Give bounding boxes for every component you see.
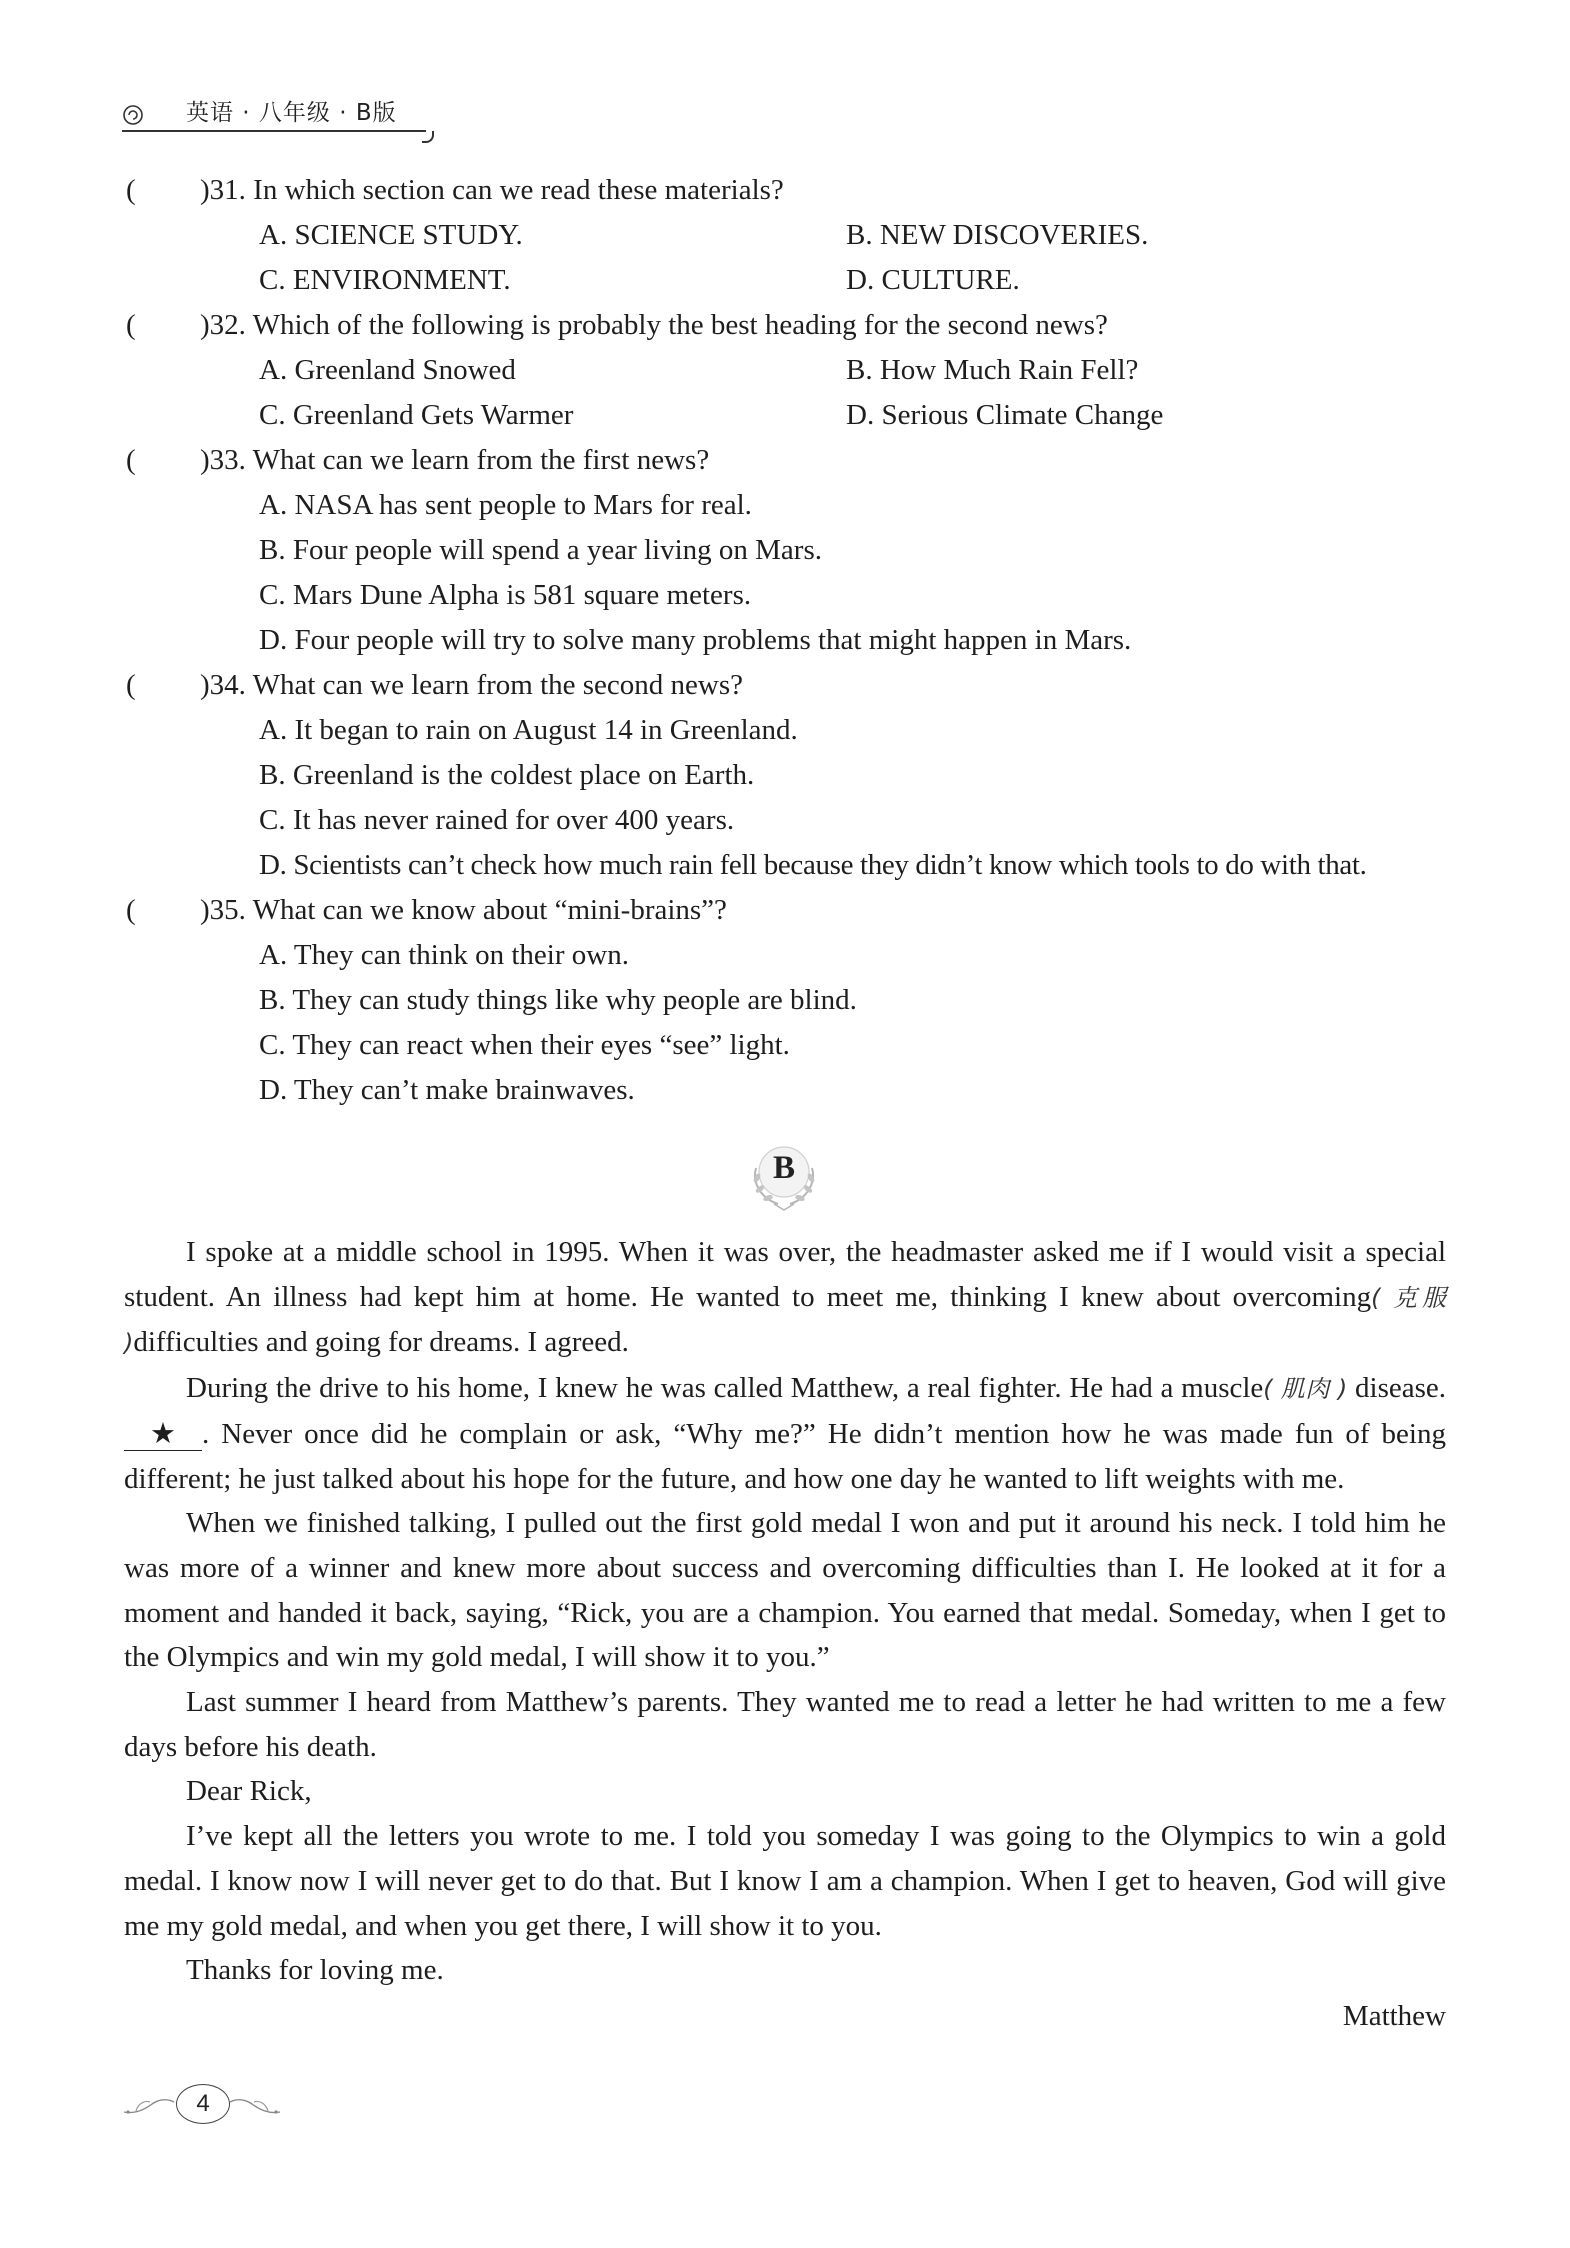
answer-bracket: ( <box>126 309 136 341</box>
option-b: B. How Much Rain Fell? <box>846 354 1139 386</box>
option-a: A. SCIENCE STUDY. <box>259 219 523 251</box>
question-stem: )31. In which section can we read these materials? <box>200 174 784 206</box>
page-header <box>122 94 432 134</box>
question-stem: )32. Which of the following is probably the best heading for the second news? <box>200 309 1108 341</box>
option-row <box>0 618 1570 663</box>
option-b: B. Four people will spend a year living on Mars. <box>259 534 822 566</box>
paragraph-text: . Never once did he complain or ask, “Why me?” He didn’t mention how he was made fun of being different; he just talked about his hope for the future, and how one day he wanted to lift weights with me. <box>124 1417 1446 1495</box>
reading-passage <box>124 1230 1446 2039</box>
question-stem: )34. What can we learn from the second news? <box>200 669 743 701</box>
option-row <box>0 258 1570 303</box>
chinese-gloss: ( 克服 ) <box>124 1283 1446 1358</box>
section-b-emblem <box>738 1138 830 1218</box>
option-row <box>0 978 1570 1023</box>
passage-paragraph: Last summer I heard from Matthew’s parents. They wanted me to read a letter he had written to me a few days before his death. <box>124 1686 1446 1763</box>
option-c: C. Mars Dune Alpha is 581 square meters. <box>259 579 752 611</box>
question-stem: )35. What can we know about “mini-brains”? <box>200 894 727 926</box>
question-35 <box>0 888 1570 933</box>
option-row <box>0 933 1570 978</box>
option-row <box>0 1023 1570 1068</box>
option-b: B. They can study things like why people are blind. <box>259 984 857 1016</box>
option-row <box>0 348 1570 393</box>
question-33 <box>0 438 1570 483</box>
header-rule <box>122 130 426 132</box>
question-list <box>0 168 1570 1113</box>
answer-bracket: ( <box>126 669 136 701</box>
option-a: A. It began to rain on August 14 in Greenland. <box>259 714 798 746</box>
section-label: B <box>772 1150 795 1186</box>
left-flourish-icon <box>122 2084 174 2124</box>
letter-body: I’ve kept all the letters you wrote to me. I told you someday I was going to the Olympics to win a gold medal. I know now I will never get to do that. But I know I am a champion. When I get to heaven, God will give me my gold medal, and when you get there, I will show it to you. <box>124 1820 1446 1942</box>
question-stem: )33. What can we learn from the first news? <box>200 444 710 476</box>
paragraph-text: During the drive to his home, I knew he was called Matthew, a real fighter. He had a muscle <box>186 1372 1264 1405</box>
letter-greeting: Dear Rick, <box>186 1775 312 1808</box>
option-row <box>0 708 1570 753</box>
star-blank: ★ <box>124 1418 202 1451</box>
option-c: C. It has never rained for over 400 years. <box>259 804 735 836</box>
option-row <box>0 393 1570 438</box>
answer-bracket: ( <box>126 174 136 206</box>
option-d: D. They can’t make brainwaves. <box>259 1074 635 1106</box>
option-b: B. NEW DISCOVERIES. <box>846 219 1149 251</box>
option-a: A. NASA has sent people to Mars for real. <box>259 489 752 521</box>
option-c: C. Greenland Gets Warmer <box>259 399 574 431</box>
passage-paragraph: When we finished talking, I pulled out the first gold medal I won and put it around his neck. I told him he was more of a winner and knew more about success and overcoming difficulties than I. He looked at it for a moment and handed it back, saying, “Rick, you are a champion. You earned that medal. Someday, when I get to the Olympics and win my gold medal, I will show it to you.” <box>124 1507 1446 1674</box>
paragraph-text: disease. <box>1355 1372 1447 1405</box>
option-d: D. Four people will try to solve many problems that might happen in Mars. <box>259 624 1132 656</box>
passage-paragraph <box>124 1366 1446 1501</box>
option-d: D. Serious Climate Change <box>846 399 1164 431</box>
question-32 <box>0 303 1570 348</box>
spiral-ornament-icon <box>122 104 144 126</box>
option-row <box>0 213 1570 258</box>
option-row <box>0 843 1570 888</box>
option-row <box>0 573 1570 618</box>
option-b: B. Greenland is the coldest place on Earth. <box>259 759 755 791</box>
option-row <box>0 528 1570 573</box>
answer-bracket: ( <box>126 894 136 926</box>
book-title: 英语 · 八年级 · B版 <box>186 100 397 126</box>
letter-closing: Thanks for loving me. <box>186 1954 444 1987</box>
option-row <box>0 753 1570 798</box>
right-flourish-icon <box>230 2084 282 2124</box>
question-31 <box>0 168 1570 213</box>
answer-bracket: ( <box>126 444 136 476</box>
question-34 <box>0 663 1570 708</box>
option-d: D. Scientists can’t check how much rain fell because they didn’t know which tools to do with that. <box>259 849 1367 881</box>
chinese-gloss: ( 肌肉 ) <box>1263 1375 1348 1404</box>
option-a: A. They can think on their own. <box>259 939 629 971</box>
option-d: D. CULTURE. <box>846 264 1020 296</box>
option-a: A. Greenland Snowed <box>259 354 516 386</box>
option-c: C. ENVIRONMENT. <box>259 264 511 296</box>
option-c: C. They can react when their eyes “see” light. <box>259 1029 790 1061</box>
page-footer <box>122 2082 282 2126</box>
page-number: 4 <box>176 2084 230 2124</box>
letter-signature: Matthew <box>1342 1999 1446 2032</box>
paragraph-text: difficulties and going for dreams. I agreed. <box>133 1326 629 1359</box>
passage-paragraph <box>124 1230 1446 1366</box>
option-row <box>0 1068 1570 1113</box>
option-row <box>0 483 1570 528</box>
option-row <box>0 798 1570 843</box>
paragraph-text: I spoke at a middle school in 1995. When it was over, the headmaster asked me if I would visit a special student. An illness had kept him at home. He wanted to meet me, thinking I knew about overcoming <box>124 1236 1446 1313</box>
